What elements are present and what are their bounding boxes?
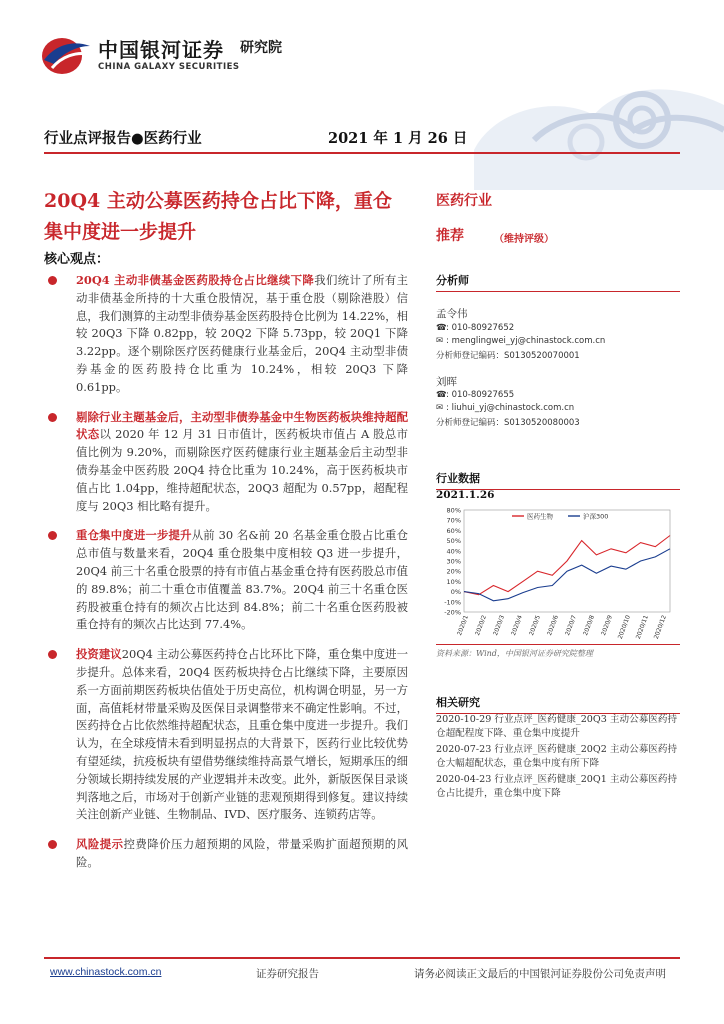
y-tick-label: 20%: [446, 567, 461, 576]
analyst-cert: 分析师登记编码：S0130520070001: [436, 351, 580, 361]
sector-name: 医药行业: [436, 193, 492, 209]
key-point-head: 重仓集中度进一步提升: [76, 528, 192, 543]
bullet-icon: [48, 413, 57, 422]
x-tick-label: 2020/1: [456, 614, 470, 637]
analyst-phone-value: 010-80927655: [451, 390, 515, 400]
industry-data-heading: 行业数据: [436, 470, 680, 490]
analyst-name: 刘晖: [436, 376, 457, 388]
key-point-body: 从前 30 名&前 20 名基金重仓股占比重仓总市值与数量来看，20Q4 重仓股集中度相较 Q3 进一步提升，20Q4 前三十名重仓股票的持有市值占基金重仓持有医药股总市值的 89.8%；前二十重仓市值覆盖 83.7%。20Q4 前三十名重仓医药股被重仓持有的频次占比达到 84.8%；前二十名重仓医药股被重仓持有的频次占比达到 77.4%。: [76, 528, 408, 632]
key-point: [46, 527, 408, 634]
y-tick-label: 40%: [446, 547, 461, 556]
x-tick-label: 2020/9: [600, 614, 614, 637]
footer-center-text: 证券研究报告: [256, 968, 319, 980]
cloud-decoration: [324, 0, 724, 190]
y-tick-label: -10%: [444, 598, 461, 607]
analyst-email: ✉ : menglingwei_yj@chinastock.com.cn: [436, 336, 606, 346]
bullet-icon: [48, 650, 57, 659]
bullet-icon: [48, 276, 57, 285]
phone-icon: ☎: [436, 390, 447, 400]
y-tick-label: 30%: [446, 557, 461, 566]
company-logo: [40, 28, 300, 80]
key-point-head: 风险提示: [76, 837, 124, 852]
analyst-heading: 分析师: [436, 272, 680, 292]
related-research-heading: 相关研究: [436, 694, 680, 714]
y-tick-label: -20%: [444, 608, 461, 617]
x-tick-label: 2020/8: [582, 614, 596, 637]
x-tick-label: 2020/6: [546, 614, 560, 637]
analyst-phone: ☎: 010-80927655: [436, 390, 515, 400]
mail-icon: ✉: [436, 336, 444, 346]
related-research-item[interactable]: 2020-10-29 行业点评_医药健康_20Q3 主动公募医药持仓超配程度下降、重仓集中度提升: [436, 714, 678, 740]
analyst-name: 孟令伟: [436, 308, 468, 320]
footer-website-link[interactable]: www.chinastock.com.cn: [50, 966, 162, 978]
footer-disclaimer: 请务必阅读正文最后的中国银河证券股份公司免责声明: [414, 968, 666, 980]
industry-data-date: 2021.1.26: [436, 489, 495, 501]
y-tick-label: 80%: [446, 506, 461, 515]
rating-note: （维持评级）: [494, 234, 554, 245]
galaxy-logo-icon: [40, 30, 92, 78]
key-point-head: 剔除行业主题基金后，主动型非债券基金中生物医药板块维持超配状态: [76, 409, 408, 442]
analyst-email: ✉ : liuhui_yj@chinastock.com.cn: [436, 403, 575, 413]
bullet-icon: [48, 531, 57, 540]
brand-name-en: CHINA GALAXY SECURITIES: [98, 62, 240, 72]
key-point: [46, 272, 408, 397]
series-line: [464, 536, 670, 595]
related-research-item[interactable]: 2020-07-23 行业点评_医药健康_20Q2 主动公募医药持仓大幅超配状态，重仓集中度有所下降: [436, 743, 678, 770]
key-point: [46, 646, 408, 824]
phone-icon: ☎: [436, 323, 447, 333]
key-point-body: 控费降价压力超预期的风险，带量采购扩面超预期的风险。: [76, 837, 408, 869]
analyst-email-link[interactable]: menglingwei_yj@chinastock.com.cn: [451, 336, 606, 346]
legend-label: 沪深300: [583, 512, 609, 521]
key-point-head: 20Q4 主动非债基金医药股持仓占比继续下降: [76, 273, 315, 287]
related-research-item[interactable]: 2020-04-23 行业点评_医药健康_20Q1 主动公募医药持仓占比提升，重仓集中度下降: [436, 773, 678, 800]
key-point-body: 以 2020 年 12 月 31 日市值计，医药板块市值占 A 股总市值比例为 9.20%，而剔除医疗医药健康行业主题基金后主动型非债券基金中医药股 20Q4 持仓比重为 10.24%，高于医药板块市值占比 1.04pp，维持超配状态，20Q3 超配为 0.57pp，超配程度与 20Q3 相比略有提升。: [76, 427, 408, 513]
key-point-head: 投资建议: [76, 647, 122, 662]
y-tick-label: 0%: [450, 588, 461, 597]
chart-source: 资料来源：Wind，中国银河证券研究院整理: [436, 644, 680, 659]
key-point-body: 20Q4 主动公募医药持仓占比环比下降，重仓集中度进一步提升。总体来看，20Q4 医药板块持仓占比继续下降，主要原因系一方面前期医药板块估值处于历史高位，机构调仓明显，另一方面，高值耗材带量采购及医保目录调整带来不确定性影响。不过，医药持仓占比依然维持超配状态，且重仓集中度进一步提升。我们认为，在全球疫情未看到明显拐点的大背景下，医药行业比较优势有望延续，抗疫板块有望借势继续维持高景气增长，短期承压的细分领域长期持续发展的产业逻辑并未改变。此外，新版医保目录谈判落地之后，市场对于创新产业链的悲观预期得到修复。建议持续关注创新产业链、生物制品、IVD、医疗服务、连锁药店等。: [76, 647, 408, 822]
report-date: 2021 年 1 月 26 日: [328, 130, 468, 147]
header-divider: [44, 152, 680, 154]
x-tick-label: 2020/4: [510, 614, 524, 637]
core-label: 核心观点：: [44, 252, 110, 267]
key-point-body: 我们统计了所有主动非债基金所持的十大重仓股情况，基于重仓股（剔除港股）信息，我们测算的主动型非债券基金医药股持仓比例为 14.22%，相较 20Q3 下降 0.82pp，较 20Q2 下降 5.73pp，较 20Q1 下降 3.22pp。逐个剔除医疗医药健康行业基金后，20Q4 主动型非债券基金的医药股持仓比重为 10.24%，相较 20Q3 下降 0.61pp。: [76, 273, 408, 394]
y-tick-label: 10%: [446, 577, 461, 586]
report-title: 20Q4 主动公募医药持仓占比下降，重仓集中度进一步提升: [44, 190, 392, 243]
report-type: 行业点评报告●医药行业: [44, 130, 202, 147]
bullet-icon: [48, 840, 57, 849]
x-tick-label: 2020/5: [528, 614, 542, 637]
analyst-cert: 分析师登记编码：S0130520080003: [436, 418, 580, 428]
legend-label: 医药生物: [527, 512, 553, 521]
analyst-phone: ☎: 010-80927652: [436, 323, 515, 333]
rating: 推荐: [436, 228, 464, 244]
key-point: [46, 409, 408, 516]
key-points-list: [46, 272, 408, 884]
x-tick-label: 2020/12: [652, 614, 668, 640]
y-tick-label: 60%: [446, 526, 461, 535]
analyst-email-link[interactable]: liuhui_yj@chinastock.com.cn: [451, 403, 575, 413]
analyst-phone-value: 010-80927652: [451, 323, 515, 333]
industry-chart: [430, 500, 680, 640]
x-tick-label: 2020/2: [474, 614, 488, 637]
y-tick-label: 50%: [446, 537, 461, 546]
brand-name-cn: 中国银河证券: [98, 38, 224, 62]
key-point: [46, 836, 408, 872]
y-tick-label: 70%: [446, 516, 461, 525]
related-research-list: [436, 713, 680, 802]
mail-icon: ✉: [436, 403, 444, 413]
x-tick-label: 2020/3: [492, 614, 506, 637]
x-tick-label: 2020/11: [634, 614, 650, 640]
series-line: [464, 549, 670, 601]
x-tick-label: 2020/7: [564, 614, 578, 637]
x-tick-label: 2020/10: [616, 614, 632, 640]
brand-institute: 研究院: [240, 40, 282, 56]
footer-divider: [44, 957, 680, 959]
